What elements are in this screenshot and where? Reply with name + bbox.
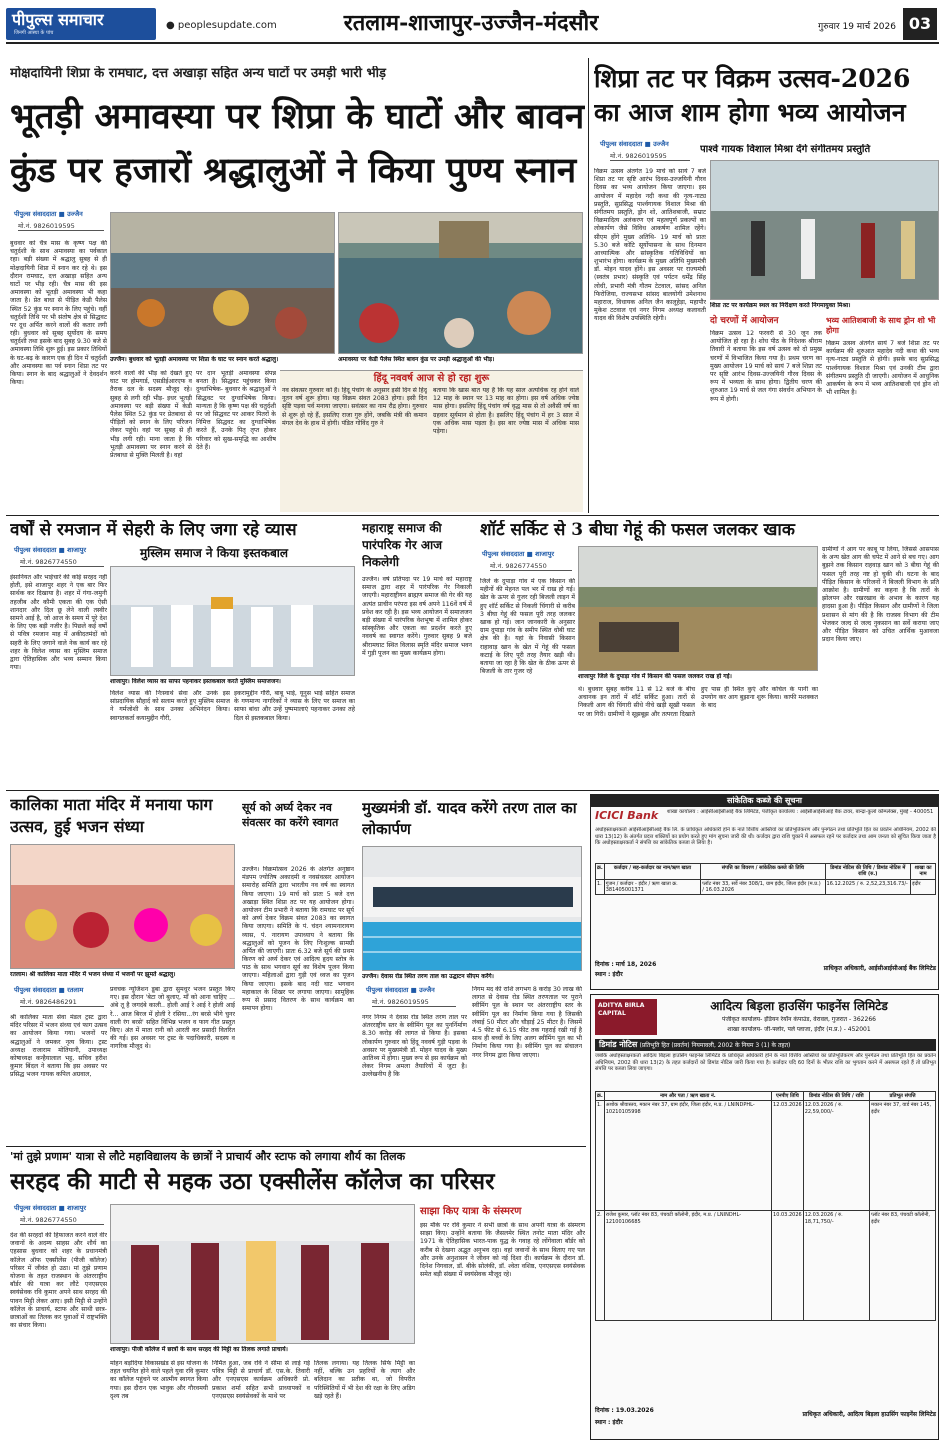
story3-headline[interactable]: वर्षों से रमजान में सेहरी के लिए जगा रहे व्यास (10, 520, 297, 540)
abc-notice-title: डिमांड नोटिस (599, 1040, 638, 1049)
story3-col2: विलेश व्यास की निःस्वार्थ सेवा और उनके इस सांप्रदायिक सौहार्द को सलाम करते हुए मुस्लिम समाज ने गर्मजोशी के साथ उनका अभिनंदन किया। स्वागतकर्ता कयामुद्दीन गौरी, (110, 690, 230, 722)
table-row (596, 1101, 936, 1211)
story2-col1: विक्रम उत्सव अंतर्गत 19 मार्च को सायं 7 बजे शिप्रा तट पर सृष्टि आरंभ दिवस-उज्जयिनी गौरव दिवस का भव्य आयोजन किया जाएगा। इस आयोजन में महादेव नदी कथा की नृत्य-नाट्य प्रस्तुति, सुप्रसिद्ध पार्श्वगायक विशाल मिश्रा की संगीतमय प्रस्तुति, ड्रोन शो, आतिशबाजी, सम्राट विक्रमादित्य अलंकरण एवं महत्वपूर्ण प्रकल्पों का लोकार्पण जैसे विविध आकर्षण शामिल रहेंगे। सीएम होंगे मुख्य अतिथि- 19 मार्च को प्रातः 5.30 बजे कोटि सूर्योपासना के साथ दिनमान आध्यात्मिक और सांस्कृतिक गतिविधियों का शुभारंभ होगा। कार्यक्रम के मुख्य अतिथि मुख्यमंत्री डॉ. मोहन यादव होंगे। इस अवसर पर राज्यमंत्री (स्वतंत्र प्रभार) संस्कृति एवं पर्यटन धर्मेंद्र सिंह लोधी, प्रभारी मंत्री गौतम टेटवाल, सांसद अनिल फिरोजिया, राज्यसभा सांसद बालयोगी उमेशनाथ महाराज, विधायक अनिल जैन कालूहेड़ा, महापौर मुकेश टटवाल एवं नगर निगम अध्यक्ष कलावती यादव की विशेष उपस्थिति रहेगी। (594, 168, 706, 323)
bhajan-sandhya-photo (11, 845, 235, 969)
story1-col2: करने वालों की भीड़ को देखते हुए घाट पर होमगार्ड, एसडीईआरएफ व तैराक दल के सदस्य मौजूद रहे। सुबह से लगी रही भीड़- इधर भूतड़ी अमावस्या पर बड़ी संख्या में केडी पैलेस स्थित 52 कुंड पर प्रेतबाधा से पीड़ितों को स्नान के लिए परिजन लेकर पहुंचे। वहां पर सुबह से ही भीड़ लगी रही। माना जाता है कि भूतड़ी अमावस्या पर स्नान करने से प्रेतबाधा से मुक्ति मिलती है। वहां (110, 370, 192, 459)
abc-address: पंजीकृत कार्यालय- इंडियन रेयॉन कंपाउंड, वेरावल, गुजरात - 362266 (722, 1016, 876, 1023)
abc-th: क्र. (597, 1093, 603, 1099)
story2-caption: शिप्रा तट पर कार्यक्रम स्थल का निरीक्षण करते निगमायुक्त मिश्रा। (710, 302, 851, 309)
story1-box-title: हिंदू नववर्ष आज से हो रहा शुरू (373, 373, 490, 384)
abc-body: जबकि अधोहस्ताक्षरकर्ता आदित्य बिड़ला हाउसिंग फाइनेंस लिमिटेड के प्राधिकृत अधिकारी होने के नाते वित्तीय आस्तियों का प्रतिभूतिकरण और पुनर्गठन तथा प्रतिभूति हित का प्रवर्तन अधिनियम, 2002 की धारा 13(2) के तहत कर्जदारों को डिमांड नोटिस जारी किया गया है। कर्जदार यदि 60 दिनों के भीतर राशि का भुगतान करने में असफल रहते हैं तो प्रतिभूत संपत्ति पर कब्जा लिया जाएगा। (595, 1053, 936, 1072)
story5-caption: शाजापुर जिले के दुपाड़ा गांव में किसान की फसल जलकर राख हो गई। (578, 673, 732, 680)
website-text: peoplesupdate.com (177, 20, 277, 31)
icici-branch: शाखा कार्यालय : आईसीआईसीआई बैंक लिमिटेड, पंजीकृत कार्यालय : आईसीआईसीआई बैंक टावर, बान्द्रा-कुर्ला कॉम्प्लेक्स, मुंबई - 400051 (667, 809, 934, 815)
icici-td: 1. (596, 879, 605, 895)
abc-td: 10.03.2026 (772, 1211, 804, 1321)
story4-col1: उज्जैन। वर्ष प्रतिपदा पर 19 मार्च को महाराष्ट्र समाज द्वारा शहर में पारंपरिक गेर निकाली जाएगी। महाराष्ट्रीयन ब्राह्मण समाज की गेर की यह अत्यंत प्राचीन परंपरा इस वर्ष अपने 116वें वर्ष में प्रवेश कर रही है। इस भव्य आयोजन में समाजजन बड़ी संख्या में पारंपरिक वेशभूषा में शामिल होकर सांस्कृतिक और एकता का प्रदर्शन करते हुए नववर्ष का स्वागत करेंगे। गुरुवार सुबह 9 बजे श्रीरामघाट स्थित विलास स्मृति मंदिर समाज भवन में गुड़ी पूजन का मुख्य कार्यक्रम होगा। (362, 576, 472, 657)
abc-notice-sub: (प्रतिभूति हित (प्रवर्तन) नियमावली, 2002 के नियम 3 (1) के तहत) (639, 1042, 791, 1049)
story1-box (280, 370, 583, 512)
story8-mobile: मो.नं. 9826019595 (372, 998, 456, 1007)
abc-td: राजेश कुमार, प्लॉट नंबर 83, पंचवटी कॉलोनी, इंदौर, म.प्र. / LNINDHL-12100106685 (604, 1211, 771, 1321)
story9-col2: मोहन बड़ोदिया विकासखंड से इस योजना के तहत चयनित होने वाले पहले युवा रवि कुमार का कॉलेज पहुंचने पर आत्मीय स्वागत किया गया। इस दौरान एक भावुक और गौरवमयी दृश्य तब (110, 1360, 208, 1400)
story8-byline: पीपुल्स संवाददाता ■ उज्जैन (366, 986, 435, 994)
abc-notice-bar (595, 1039, 936, 1051)
story3-mobile: मो.नं. 9826774550 (20, 558, 104, 567)
story3-caption: शाजापुर। विलेश व्यास का साफा पहनाकर इस्तकबाल करते मुस्लिम समाजजन। (110, 678, 281, 685)
story2-side-col1: विक्रम उत्सव 12 फरवरी से 30 जून तक आयोजित हो रहा है। शोध पीठ के निदेशक श्रीराम तिवारी ने बताया कि इस वर्ष उत्सव को दो प्रमुख चरणों में विभाजित किया गया है। प्रथम चरण का मुख्य आयोजन 19 मार्च को सायं 7 बजे शिप्रा तट पर सृष्टि आरंभ दिवस-उज्जयिनी गौरव दिवस के रूप में भव्यता के साथ होगा। द्वितीय चरण की शुरुआत 19 मार्च से जल गंगा संवर्धन अभियान के रूप में होगी। (710, 330, 822, 403)
story6-col1: श्री कालिका माता सेवा मंडल ट्रस्ट द्वारा मंदिर परिसर में भजन संध्या एवं फाग उत्सव का आयोजन किया गया। भजनों पर श्रद्धालुओं ने जमकर नृत्य किया। ट्रस्ट अध्यक्ष राजाराम मोतियानी, उपाध्यक्ष कोषाध्यक्ष कन्हैयालाल भट्ट, सचिव हरीश कुमार बिंदल ने बताया कि इस अवसर पर प्रसिद्ध भजन गायक कपिल अग्रवाल, (10, 1014, 107, 1079)
story5-byline: पीपुल्स संवाददाता ■ शाजापुर (482, 550, 555, 558)
felicitation-photo (111, 567, 355, 676)
story3-subhead: मुस्लिम समाज ने किया इस्तकबाल (140, 546, 289, 560)
story6-col2: प्रवचक न्यूजिशन डूबा द्वारा सुमधुर भजन प्रस्तुत किए गए। इस दौरान 'बेटा जो बुलाए, माँ को आना चाहिए ... अंबे तू है जगदंबे काली.. होली आई रे आई रे होली आई रे... आज बिरज में होली रे रसिया...रंग बरसे भीगे चुनर वाली रंग बरसे' सहित विभिन्न भजन व फाग गीत प्रस्तुत किए। अंत में माता रानी को आरती कर प्रसादी वितरित की गई। इस अवसर पर ट्रस्ट के पदाधिकारी, सदस्य व नागरिक मौजूद थे। (110, 986, 235, 1051)
globe-icon: ● (166, 20, 178, 31)
story2-photo (710, 160, 939, 300)
abc-td: 2. (596, 1211, 605, 1321)
icici-logo: ICICI Bank (595, 809, 659, 822)
icici-td: इंदौर (911, 879, 936, 895)
burnt-field-photo (579, 547, 818, 671)
abc-td: 12.03.2026 / रु. 22,59,000/- (803, 1101, 869, 1211)
abc-td: 1. (596, 1101, 605, 1211)
story6-mobile: मो.नं. 9826486291 (20, 998, 104, 1007)
story1-box-col2: बताया कि खास बात यह है कि यह साल अत्यधिक रह होने वाले 12 माह के स्थान पर 13 माह का होगा। इस वर्ष अधिक ज्येष्ठ मास होगा। इसलिए हिंदू पंचांग वर्ष वृद्ध मास से तो अवैसी वर्ष का ग्रहवार सूर्यमान से होता है। इसलिए हिंदू पंचांग में हर 3 साल में एक अधिक मास पड़ता है। इस बार ज्येष्ठ मास में अधिक मास पड़ेगा। (433, 387, 579, 435)
story3-col3: इकरामुद्दीन गौरी, बाबू भाई, यूनुस भाई सहित समाज के गणमान्य नागरिकों ने व्यास के लिए पर समाज का साफा बांधा और उन्हें पुष्पमालाएं पहनाकर उनका तहे दिल से इस्तकबाल किया। (234, 690, 355, 722)
story1-kicker: मोक्षदायिनी शिप्रा के रामघाट, दत्त अखाड़ा सहित अन्य घाटों पर उमड़ी भारी भीड़ (10, 66, 386, 81)
abc-th: डिमांड नोटिस की तिथि / राशि (803, 1092, 869, 1101)
edition-title: रतलाम-शाजापुर-उज्जैन-मंदसौर (343, 10, 599, 36)
story8-caption: उज्जैन। देवास रोड स्थित तरण ताल का उद्घाटन सीएम करेंगे। (362, 973, 494, 980)
story5-col1: जिले के दुपाड़ा गांव में एक किसान की महीनों की मेहनत पल भर में राख हो गई। खेत के ऊपर से गुजर रही बिजली लाइन में हुए शॉर्ट सर्किट से निकली चिंगारी से करीब 3 बीघा गेहूं की फसल पूरी तरह जलकर खाक हो गई। जान जानकारी के अनुसार ग्राम दुपाड़ा गांव के समीप स्थित धोबी घाट क्षेत्र की है। यहां के निवासी किसान राहावाड़ खान के खेत में गेहूं की फसल कटाई के लिए पूरी तरह तैयार खड़ी थी। बताया जा रहा है कि खेत के ठीक ऊपर से बिजली के तार गुजर रहे (480, 578, 575, 676)
abc-td: 12.03.2026 / रु. 18,71,750/- (803, 1211, 869, 1321)
story9-col1: देश की सरहदों की हिफाजत करने वाले वीर जवानों के अदम्य साहस और शौर्य का एहसास बुधवार को शहर के प्रधानमंत्री कॉलेज ऑफ एक्सीलेंस (पीजी कॉलेज) परिसर में जीवंत हो उठा। मां तुझे प्रणाम योजना के तहत राजस्थान के अंतरराष्ट्रीय बॉर्डर की यात्रा कर लौटे एनएसएस स्वयंसेवक रवि कुमार अपने साथ सरहद की पावन मिट्टी लेकर आए। इसी मिट्टी से उन्होंने कॉलेज के प्राचार्य, स्टाफ और साथी छात्र-छात्राओं का तिलक कर युवाओं में राष्ट्रभक्ति का संचार किया। (10, 1232, 107, 1330)
masthead (6, 6, 939, 44)
section-rule-1 (6, 515, 939, 516)
aditya-birla-notice[interactable] (590, 994, 939, 1440)
college-students-photo (111, 1205, 415, 1344)
story9-col3: निर्मित हुआ, जब रवि ने सीमा से लाई गई पवित्र मिट्टी से प्राचार्य डॉ. एस.के. तिवारी और एनएसएस कार्यक्रम अधिकारी प्रो. प्रकाश शर्मा सहित सभी प्राध्यापकों व एनएसएस स्वयंसेवकों के माथे पर (212, 1360, 310, 1400)
story2-side-col2: विक्रम उत्सव अंतर्गत सायं 7 बजे शिप्रा तट पर कार्यक्रम की शुरुआत महादेव नदी कथा की भव्य नृत्य-नाट्य प्रस्तुति से होगी। इसके बाद सुप्रसिद्ध पार्श्वगायक विशाल मिश्रा एवं उनकी टीम द्वारा संगीतमय प्रस्तुति दी जाएगी। आयोजन में आधुनिक आकर्षण के रूप में भव्य आतिशबाजी एवं ड्रोन शो भी शामिल है। (826, 340, 939, 397)
icici-th: संपत्ति का विवरण / सांकेतिक कब्जे की तिथि (701, 864, 825, 880)
abc-td: 12.03.2026 (772, 1101, 804, 1211)
icici-td: प्लॉट नंबर 33, सर्वे नंबर 308/1, ग्राम इंदौर, जिला इंदौर (म.प्र.) / 16.03.2026 (701, 879, 825, 895)
icici-table (595, 863, 936, 895)
logo-text: पीपुल्स समाचार (12, 10, 104, 29)
story7-headline[interactable]: सूर्य को अर्घ्य देकर नव संवत्सर का करेंगे स्वागत (242, 801, 339, 830)
icici-th: डिमांड नोटिस की तिथि / डिमांड नोटिस में राशि (रु.) (825, 864, 911, 880)
table-row (596, 879, 936, 895)
icici-body: अधोहस्ताक्षरकर्ता आईसीआईसीआई बैंक लि. के प्राधिकृत अधिकारी होने के नाते वित्तीय आस्तियों का प्रतिभूतिकरण और पुनर्गठन तथा प्रतिभूति हित का प्रवर्तन अधिनियम, 2002 की धारा 13(12) के अंतर्गत प्रदत्त शक्तियों का प्रयोग करते हुए मांग सूचना जारी की थी। कर्जदार द्वारा राशि चुकाने में असफल रहने पर कर्जदार तथा आम जनता को सूचित किया जाता है कि अधोहस्ताक्षरकर्ता ने संपत्ति का सांकेतिक कब्जा ले लिया है। (595, 827, 936, 846)
story9-headline[interactable]: सरहद की माटी से महक उठा एक्सीलेंस कॉलेज का परिसर (10, 1168, 495, 1195)
column-divider (588, 58, 589, 513)
story8-photo (362, 846, 582, 971)
story7-col1: उज्जैन। विक्रमोत्सव 2026 के अंतर्गत अनुष्ठान मंडपम ज्योतिष अकादमी व नवसंवत्सर आयोजन समारोह समिति द्वारा भारतीय नव वर्ष का स्वागत किया जाएगा। 19 मार्च को प्रातः 5 बजे दत्त अखाड़ा स्थित शिप्रा तट पर यह आयोजन होगा। आयोजन टीम प्रभारी ने बताया कि रामघाट पर सूर्य को अर्घ्य देकर विक्रम संवत 2083 का स्वागत किया जाएगा। समिति के पं. चंदन श्यामनारायण व्यास, पं. नारायण उपाध्याय ने बताया कि श्रद्धालुओं को पूजन के लिए निःशुल्क सामग्री अर्पित की जाएगी। प्रातः 6.32 बजे सूर्य की प्रथम किरण को अर्घ्य देकर एवं आदित्य हृदय स्तोत्र के पाठ के साथ भगवान सूर्य का विशेष पूजन किया जाएगा। महिलाओं द्वारा गुड़ी एवं ध्वज का पूजन किया जाएगा। इसके बाद नदी घाट भगवान महाकाल के शिखर पर लगाया जाएगा। सामूहिक रूप से प्रसाद वितरण के साथ कार्यक्रम का समापन होगा। (242, 866, 354, 1013)
website[interactable] (166, 20, 277, 33)
logo-tagline: जिनगी आस्था के पांच (14, 30, 54, 36)
icici-notice[interactable] (590, 794, 939, 990)
story3-photo (110, 566, 355, 676)
abc-td: अशोक श्रीवास्तव, मकान नंबर 37, ग्राम इंदौर, जिला इंदौर, म.प्र. / LNINDPHL-10210105998 (604, 1101, 771, 1211)
abc-td: मकान नंबर 37, वार्ड नंबर 145, इंदौर (870, 1101, 936, 1211)
logo[interactable] (6, 8, 156, 40)
abc-sign: प्राधिकृत अधिकारी, आदित्य बिड़ला हाउसिंग फाइनेंस लिमिटेड (802, 1411, 936, 1418)
abc-th: प्रतिभूत संपत्ति (870, 1092, 936, 1101)
icici-place: स्थान : इंदौर (595, 971, 623, 978)
section-rule-3 (6, 1146, 586, 1147)
icici-th: कर्जदार / सह-कर्जदार का नाम/ऋण खाता (604, 864, 701, 880)
icici-notice-title: सांकेतिक कब्जे की सूचना (591, 795, 938, 807)
story6-caption: रतलाम। श्री कालिका माता मंदिर में भजन संध्या में भजनों पर झूमते श्रद्धालु। (10, 971, 176, 978)
story9-kicker: 'मां तुझे प्रणाम' यात्रा से लौटे महाविद्यालय के छात्रों ने प्राचार्य और स्टाफ को लगाया शौर्य का तिलक (10, 1150, 406, 1163)
story5-photo (578, 546, 818, 671)
story5-col2: थे। बुधवार सुबह करीब 11 से 12 बजे के बीच अचानक इन तारों में शॉर्ट सर्किट हुआ। तारों से निकली आग की चिंगारी सीधे नीचे खड़ी सूखी फसल पर जा गिरी। ग्रामीणों ने सूझबूझ और तत्परता दिखाते हुए पास ही स्थित कुएं और कोचेल के पानी का उपयोग कर आग बुझाना शुरू किया। काफी मशक्कत के बाद (578, 686, 818, 718)
story1-col1: बुधवार को चैत्र मास के कृष्ण पक्ष की चतुर्दशी के साथ अमावस्या का पर्वकाल रहा। बड़ी संख्या में श्रद्धालु सुबह से ही मोक्षदायिनी शिप्रा में स्नान कर रहे थे। इस दौरान रामघाट, दत्त अखाड़ा सहित अन्य घाटों पर भीड़ रही। चैत्र मास की इस अमावस्या को भूतड़ी अमावस्या भी कहा जाता है। प्रेत बाधा से पीड़ित केडी पैलेस स्थित 52 कुंड पर स्नान के लिए पहुंचे। वहीं चतुर्दशी तिथि पर भी संतोष क्षेत्र से सिद्धवट पर दूध अर्पित करने वालों की कतार लगी रही। बुधवार को सुबह सूर्योदय के समय चतुर्दशी तथा इसके बाद सुबह 9.30 बजे से अमावस्या तिथि शुरू हुई। इस प्रकार तिथियों के घट-बढ़ के कारण एक ही दिन में चतुर्दशी और अमावस्या का पर्व स्नान शिप्रा तट पर किया। स्नान के बाद श्रद्धालुओं ने देवदर्शन किया। (10, 240, 107, 387)
story9-byline: पीपुल्स संवाददाता ■ शाजापुर (14, 1204, 87, 1212)
story1-caption2: अमावस्या पर केडी पैलेस स्थित बावन कुंड पर उमड़ी श्रद्धालुओं की भीड़। (338, 356, 495, 363)
story5-col3: ग्रामीणों ने आग पर काबू पा लिया, जिससे आसपास के अन्य खेत आग की चपेट में आने से बच गए। आग बुझने तक किसान राहवाड़ खान को 3 बीघा गेहूं की फसल पूरी तरह नष्ट हो चुकी थी। घटना के बाद पीड़ित किसान के परिजनों ने बिजली विभाग के प्रति आक्रोश है। ग्रामीणों का कहना है कि तारों के झोलपन और रखरखाव के अभाव के कारण यह हादसा हुआ है। पीड़ित किसान और ग्रामीणों ने जिला प्रशासन से मांग की है कि राजस्व विभाग की टीम भेजकर जल्द से जल्द नुकसान का सर्वे कराया जाए और पीड़ित किसान को उचित आर्थिक मुआवजा प्रदान किया जाए। (822, 546, 939, 644)
story5-mobile: मो.नं. 9826774550 (490, 562, 572, 571)
story6-byline: पीपुल्स संवाददाता ■ रतलाम (14, 986, 84, 994)
icici-td: गुंजन / कर्जदार - इंदौर / ऋण खाता क्र. 381405001371 (604, 879, 701, 895)
riverbank-inspection-photo (711, 161, 939, 300)
issue-date: गुरुवार 19 मार्च 2026 (818, 22, 896, 32)
abc-td: प्लॉट नंबर 83, पंचवटी कॉलोनी, इंदौर (870, 1211, 936, 1321)
story1-headline[interactable]: भूतड़ी अमावस्या पर शिप्रा के घाटों और बावन कुंड पर हजारों श्रद्धालुओं ने किया पुण्य स्नान (10, 96, 585, 192)
story9-photo (110, 1204, 415, 1344)
abc-place: स्थान : इंदौर (595, 1419, 623, 1426)
story9-side-col: इस मौके पर रवि कुमार ने सभी छात्रों के साथ अपनी यात्रा के संस्मरण साझा किए। उन्होंने बताया कि जैसलमेर स्थित तनोट माता मंदिर और 1971 के ऐतिहासिक भारत-पाक युद्ध के गवाह रहे लोंगेवाला बॉर्डर को करीब से देखना अद्भुत अनुभव रहा। वहां जवानों के साथ बिताए गए पल और उनके अनुशासन ने जीवन को नई दिशा दी। कार्यक्रम के दौरान डॉ. दिनेश निगवाल, डॉ. बीके सोलंकी, डॉ. श्वेता वशिष्ठ, एनएसएस स्वयंसेवक समेत बड़ी संख्या में स्वयंसेवक मौजूद रहे। (420, 1222, 585, 1279)
abc-logo-text: ADITYA BIRLA CAPITAL (598, 1002, 645, 1017)
story5-headline[interactable]: शॉर्ट सर्किट से 3 बीघा गेहूं की फसल जलकर खाक (480, 520, 795, 540)
story1-col3: पर दान भूतड़ी अमावस्या संपन्न बनता है। सिद्धवट पहुंचकर किया दुग्धाभिषेक- बुधवार के श्रद्धालुओं ने सिद्धवट पर दुग्धाभिषेक किया। मान्यता है कि कृष्ण पक्ष की चतुर्दशी पर जो सिद्धवट पर आकर पितरों के निमित्त सिद्धवट का दुग्धाभिषेक करते हैं, उनके पितृ तृप्त होकर परिवार को सुख-समृद्धि का आशीष देते हैं। (196, 370, 276, 451)
story3-byline: पीपुल्स संवाददाता ■ शाजापुर (14, 546, 87, 554)
abc-th: एनपीए तिथि (772, 1092, 804, 1101)
icici-date: दिनांक : मार्च 18, 2026 (595, 961, 657, 968)
bawan-kund-photo (339, 213, 583, 354)
abc-table (595, 1091, 936, 1321)
ghat-crowd-photo (111, 213, 335, 354)
abc-date: दिनांक : 19.03.2026 (595, 1407, 654, 1414)
abc-title: आदित्य बिड़ला हाउसिंग फाइनेंस लिमिटेड (710, 999, 888, 1013)
abc-th: नाम और पता / ऋण खाता नं. (604, 1092, 771, 1101)
story6-headline[interactable]: कालिका माता मंदिर में मनाया फाग उत्सव, हुई भजन संध्या (10, 795, 213, 837)
story2-side-title1: दो चरणों में आयोजन (710, 316, 779, 326)
story9-mobile: मो.नं. 9826774550 (20, 1216, 104, 1225)
table-row (596, 1211, 936, 1321)
icici-th: शाखा का नाम (911, 864, 936, 880)
story1-box-col1: नव संवत्सर गुरुवार को है। हिंदू पंचांग के अनुसार इसी दिन से हिंदू नूतन वर्ष शुरू होगा। यह विक्रम संवत 2083 होगा। इसी दिन सृष्टि पड़वा पर्व मनाया जाएगा। सवंत्सर का नाम रौद्र होगा। गुरुवार से शुरू हो रहे हैं, इसलिए राजा गुरु होंगे, जबकि मंत्री की कमान मंगल देव के हाथ में होगी। पंडित गोविंद गुरु ने (282, 387, 427, 427)
icici-sign: प्राधिकृत अधिकारी, आईसीआईसीआई बैंक लिमिटेड (823, 965, 936, 972)
icici-th: क्र. (596, 864, 605, 880)
story2-subhead: पार्श्व गायक विशाल मिश्रा देंगे संगीतमय प्रस्तुति (700, 144, 871, 155)
story1-photo1 (110, 212, 335, 354)
story6-photo (10, 844, 235, 969)
story8-col1: नगर निगम ने देवास रोड स्थित तरण ताल पर अंतरराष्ट्रीय स्तर के स्वीमिंग पूल का पुनर्निर्माण 8.30 करोड़ की लागत से किया है। इसका लोकार्पण गुरुवार को हिंदू नववर्ष गुड़ी पड़वा के अवसर पर मुख्यमंत्री डॉ. मोहन यादव के मुख्य आतिथ्य में होगा। मुख्य रूप से इस कार्यक्रम को लेकर निगम अमला तैयारियों में जुटा है। उल्लेखनीय है कि (362, 1014, 467, 1079)
abc-logo (595, 999, 657, 1035)
page-number: 03 (903, 8, 937, 40)
story3-col1: इंसानियत और भाईचारे की कोई सरहद नहीं होती, इसे शाजापुर शहर ने एक बार फिर सार्थक कर दिखाया है। शहर में गंगा-जमुनी तहजीब और कौमी एकता की एक ऐसी शानदार और दिल छू लेने वाली तस्वीर सामने आई है, जो आज के समय में पूरे देश के लिए एक बड़ी नजीर है। पिछले कई वर्षों से पवित्र रमजान माह में अकीदतमंदों को सहरी के लिए जगाने वाले नेक कार्य कर रहे शहर के विलेश व्यास का मुस्लिम समाज द्वारा ऐतिहासिक और भव्य सम्मान किया गया। (10, 574, 107, 672)
story8-col2: निगम मद की राशि लगभग 8 करोड़ 30 लाख की लागत से देवास रोड स्थित तरणताल पर पुराने स्वीमिंग पूल के स्थान पर अंतरराष्ट्रीय स्तर के स्वीमिंग पूल का निर्माण किया गया है जिसकी लंबाई 50 मीटर और चौड़ाई 25 मीटर है। जिसमें 4.5 फीट से 6.15 फीट तक गहराई रखी गई है साथ ही बच्चों के लिए अलग स्वीमिंग पूल का भी निर्माण किया गया है। स्वीमिंग पूल का संचालन नगर निगम द्वारा किया जाएगा। (472, 986, 582, 1059)
section-rule-2 (6, 790, 939, 791)
story2-headline[interactable]: शिप्रा तट पर विक्रम उत्सव-2026 का आज शाम होगा भव्य आयोजन (594, 64, 911, 127)
story2-mobile: मो.नं. 9826019595 (610, 152, 690, 161)
abc-branch: शाखा कार्यालय- जी-फ्लोर, पर्ल प्लाजा, इंदौर (म.प्र.) - 452001 (727, 1026, 871, 1033)
story9-caption: शाजापुर। पीजी कॉलेज में छात्रों के साथ सरहद की मिट्टी का तिलक लगाते प्राचार्य। (110, 1346, 288, 1353)
story2-byline: पीपुल्स संवाददाता ■ उज्जैन (600, 140, 669, 148)
swimming-pool-photo (363, 847, 582, 971)
story4-headline[interactable]: महाराष्ट्र समाज की पारंपरिक गेर आज निकलेगी (362, 521, 443, 569)
story9-col4: तिलक लगाया। यह तिलक सिर्फ मिट्टी का नहीं, बल्कि उन प्रहरियों के त्याग और बलिदान का प्रतीक था, जो विपरीत परिस्थितियों में भी देश की रक्षा के लिए अडिग खड़े रहते हैं। (314, 1360, 415, 1400)
story1-photo2 (338, 212, 583, 354)
story1-caption1: उज्जैन। बुधवार को भूतड़ी अमावस्या पर शिप्रा के घाट पर स्नान करते श्रद्धालु। (110, 356, 279, 363)
story1-byline: पीपुल्स संवाददाता ■ उज्जैन (14, 210, 83, 218)
story9-side-title: साझा किए यात्रा के संस्मरण (420, 1206, 522, 1217)
icici-td: 16.12.2025 / रु. 2,52,23,316.73/- (825, 879, 911, 895)
story1-mobile: मो.नं. 9826019595 (18, 222, 104, 231)
story8-headline[interactable]: मुख्यमंत्री डॉ. यादव करेंगे तरण ताल का लोकार्पण (362, 799, 577, 838)
story2-side-title2: भव्य आतिशबाजी के साथ ड्रोन शो भी होगा (826, 316, 936, 335)
